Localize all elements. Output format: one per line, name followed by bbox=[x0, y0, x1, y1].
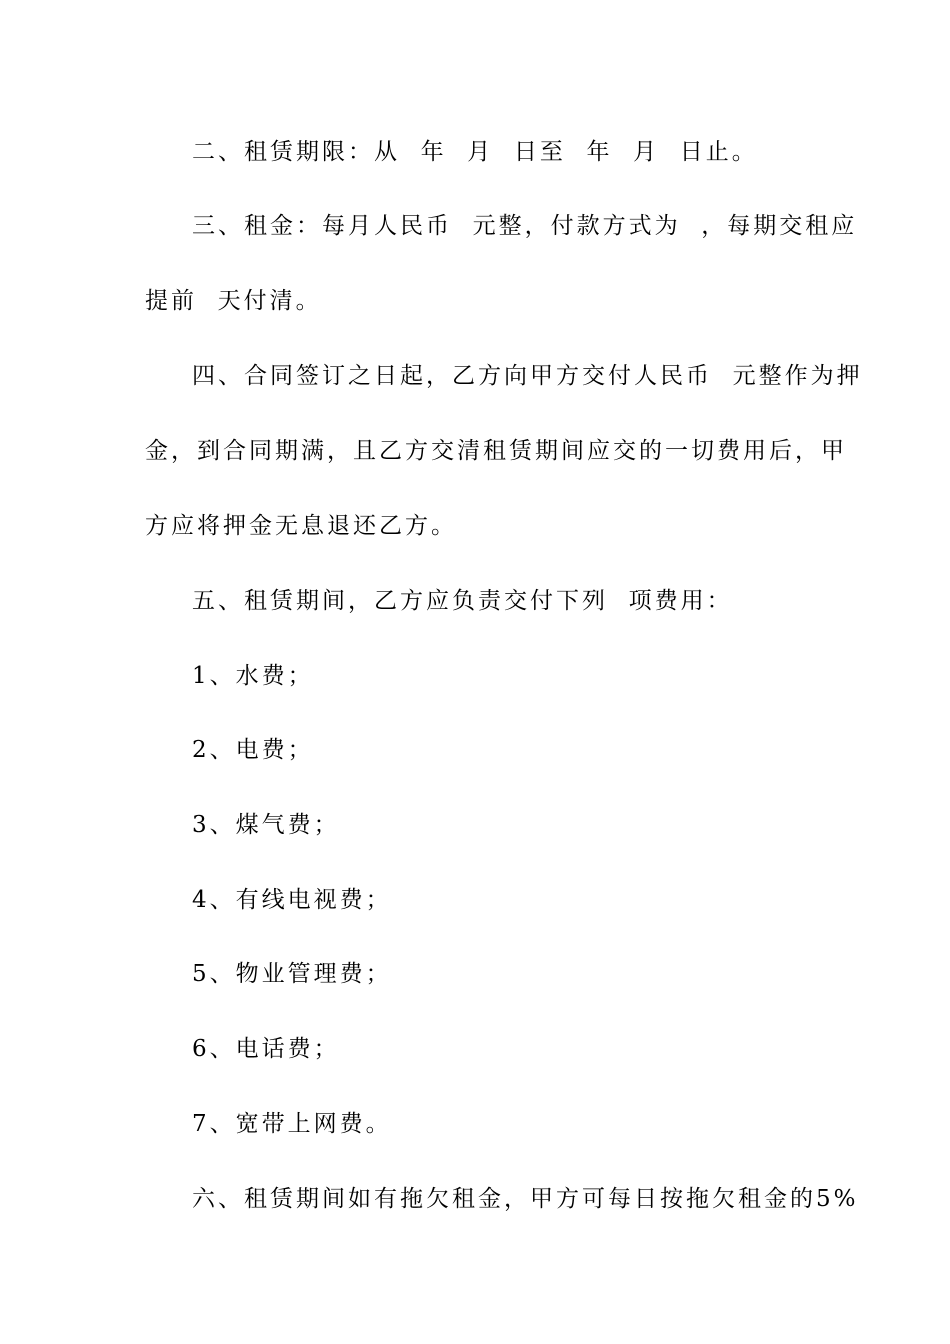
clause-3-rent-cont: 提前 天付清。 bbox=[145, 288, 322, 314]
fee-item-1: 1、水费； bbox=[192, 663, 314, 689]
clause-4-deposit-cont-2: 方应将押金无息退还乙方。 bbox=[145, 513, 457, 539]
fee-item-5: 5、物业管理费； bbox=[192, 961, 392, 987]
fee-item-3: 3、煤气费； bbox=[192, 812, 340, 838]
fee-item-2: 2、电费； bbox=[192, 737, 314, 763]
fee-item-4: 4、有线电视费； bbox=[192, 887, 392, 913]
fee-item-6: 6、电话费； bbox=[192, 1036, 340, 1062]
clause-5-fees: 五、租赁期间，乙方应负责交付下列 项费用： bbox=[192, 588, 733, 614]
fee-item-7: 7、宽带上网费。 bbox=[192, 1111, 392, 1137]
clause-3-rent: 三、租金：每月人民币 元整，付款方式为 ，每期交租应 bbox=[192, 213, 858, 239]
clause-2-term: 二、租赁期限：从 年 月 日至 年 月 日止。 bbox=[192, 139, 758, 165]
clause-4-deposit-cont-1: 金，到合同期满，且乙方交清租赁期间应交的一切费用后，甲 bbox=[145, 438, 847, 464]
clause-6-late-rent: 六、租赁期间如有拖欠租金，甲方可每日按拖欠租金的5% bbox=[192, 1186, 859, 1212]
clause-4-deposit: 四、合同签订之日起，乙方向甲方交付人民币 元整作为押 bbox=[192, 363, 863, 389]
